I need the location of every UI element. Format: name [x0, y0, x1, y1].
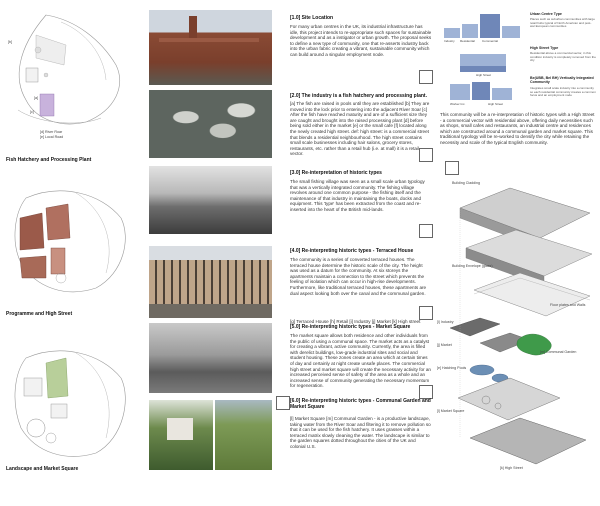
- map-label-c: [c]: [30, 110, 34, 114]
- square-arrow-icon: [419, 224, 433, 238]
- photo-site-location: [149, 10, 272, 85]
- bar-label-worker: Worker Inc.: [450, 102, 466, 106]
- section-3-body: The small fishing village was seen as a small scale urban typology that was a vertically integrated community. The fishing village revolves around one common purpose - the fishing itself and the maintenance of that industry in maintaining the boats, docks and equipment. This 'type' has been extracted from the coast and re-inserted into the heart of the British mid-lands.: [290, 179, 425, 212]
- section-1-heading: [1.0] Site Location: [290, 15, 334, 21]
- photo-fish: [149, 90, 272, 158]
- typology-bar-diagrams: [440, 10, 526, 110]
- bar-label-industry: Industry: [444, 39, 455, 43]
- label-industry: [i] Industry: [437, 320, 454, 324]
- diagram-title-urban: Urban Centre Type: [530, 12, 562, 16]
- section-4-body: The community is a series of converted terraced houses. The terraced house determine the historic scale of the city. The height was used as a datum for the community. At six storeys the apartments maintain a connection to the street which prevents the feeling of isolation which can occur in high-rise developments. Furthermore, like traditional terraced houses, these apartments are dual aspect looking both over the canal and the communal garden.: [290, 257, 427, 296]
- bar-label-high-street-2: High Street: [488, 102, 504, 106]
- map-label-b: [b]: [8, 40, 12, 44]
- section-2-body: [a] The fish are raised in pools until they are established [b] They are moved into the lock prior to entering into the adjacent River Soar [c] After the fish have reached maturity and are of a sufficient size they are caught and brought into the raised processing plant [d] before being sold either in the market [e] or the small cafe [f] located along the newly created high street. def: high street: is a commercial street that blends a residential neighbourhood. The high street contains small scale businesses including hair salons, grocery stores, restaurants, etc. rather than a retail hub (i.e. at mall) it is a retail vector.: [290, 101, 430, 157]
- diagram-title-vertical: Be(UBB, Bel BH) Vertically Integrated Community: [530, 76, 594, 84]
- photo-communal-garden-1: [149, 400, 213, 470]
- square-arrow-icon: [445, 161, 459, 175]
- diagram-text-urban: Places such as suburban communities with large retail hubs typical of North American and post-war European communities: [530, 17, 595, 29]
- vertical-community-bars: [450, 82, 512, 100]
- label-floor-plates: Floor plates and Walls: [550, 303, 586, 307]
- diagram-text-vertical: Integrates small scale industry into a community so each residential community creates a common focus and an employment node: [530, 86, 596, 98]
- exploded-axonometric: [440, 178, 598, 478]
- photo-market-square: [149, 323, 272, 393]
- section-2-heading: [2.0] The industry is a fish hatchery and processing plant.: [290, 93, 427, 99]
- bar-label-commercial: Commercial: [482, 39, 499, 43]
- left-panel: [0, 0, 140, 506]
- site-map-programme: [6, 178, 136, 298]
- square-arrow-icon: [419, 148, 433, 162]
- section-3-heading: [3.0] Re-interpretation of historic types: [290, 170, 382, 176]
- section-5-heading: [5.0] Re-interpreting historic types - Market Square: [290, 324, 411, 330]
- caption-programme: Programme and High Street: [6, 311, 73, 317]
- section-6-heading: [6.0] Re-interpreting historic types - Communal Garden and Market Square: [290, 398, 431, 410]
- photo-communal-garden-2: [215, 400, 272, 470]
- caption-landscape: Landscape and Market Square: [6, 466, 79, 472]
- site-map-landscape: [6, 338, 136, 463]
- section-4-legend: [g] Terraced House [h] Retail [i] Industry [j] Market [k] High street: [290, 319, 421, 324]
- square-arrow-icon: [276, 396, 290, 410]
- summary-text: This community will be a re-interpretation of historic types with a High Street - a commercial vector with residential above, offering daily necessities such as shops, small cafes and restaurants, an industrial centre and residences which are constructed around a communal garden and market square. This traditional typology will be re-worked to densify the city while retaining the necessity and scale of the typical English community.: [440, 112, 595, 145]
- square-arrow-icon: [419, 306, 433, 320]
- label-high-street: [k] High Street: [500, 466, 523, 470]
- section-4-heading: [4.0] Re-interpreting historic types - Terraced House: [290, 248, 414, 254]
- section-1-body: For many urban centres in the UK, its industrial infrastructure has idle, this project intends to re-appropriate such spaces for sustainable development and as a instigator or urban growth. The proposal seeks to define a new type of community, one that re-asserts industry back into the urban fabric creating a vibrant, sustainable community which can build around a singular employment node.: [290, 24, 432, 57]
- map-label-a: [a]: [34, 96, 38, 100]
- map-label-d: [d] River Roar: [40, 130, 63, 134]
- diagram-text-highstreet: Residential above a commercial sector, in this condition industry is completely removed from the city: [530, 51, 596, 63]
- label-market: [j] Market: [437, 343, 452, 347]
- label-market-square: [l] Market Square: [437, 409, 465, 413]
- label-communal-garden: [m] Communal Garden: [540, 350, 577, 354]
- square-arrow-icon: [419, 385, 433, 399]
- photo-fishing-village: [149, 166, 272, 234]
- high-street-bars: [460, 54, 506, 72]
- bar-label-high-street: High Street: [476, 73, 492, 77]
- label-building-envelope: Building Envelope (glass): [452, 264, 493, 268]
- urban-centre-bars: [444, 14, 520, 38]
- label-building-cladding: Building Cladding: [452, 181, 480, 185]
- label-hatching-pools: [e] Hatching Pools: [437, 366, 467, 370]
- map-label-e: [e] Local Road: [40, 135, 64, 139]
- section-6-body: [l] Market Square [m] Communal Garden - is a productive landscape, taking water from the River Soar and filtering it to remove pollution so that it can be used for the fish hatchery. It uses grasses within a terraced matrix slowly cleaning the water. The landscape is similar to the garden squares dotted throughout the cities of the UK and colonial U.S.: [290, 416, 431, 449]
- photo-terraced-house: [149, 246, 272, 318]
- caption-hatchery: Fish Hatchery and Processing Plant: [6, 157, 92, 163]
- bar-label-residential: Residential: [460, 39, 475, 43]
- section-5-body: The market square allows both residence and other individuals from the public of using a communal space. The market acts as a catalyst for creating a vibrant, active community. Currently, the area is filled with derelict buildings, low-grade industrial sites and social and student housing. These zones create an area which at certain times of day and certainly at night create unsafe places. The commercial high street and market square will create the necessary activity for an increased perceived sense of safety of the area as a whole and an increased sense of community generating the necessary momentum for regeneration.: [290, 333, 431, 389]
- diagram-title-highstreet: High Street Type: [530, 46, 559, 50]
- site-map-hatchery: [6, 10, 136, 130]
- square-arrow-icon: [419, 70, 433, 84]
